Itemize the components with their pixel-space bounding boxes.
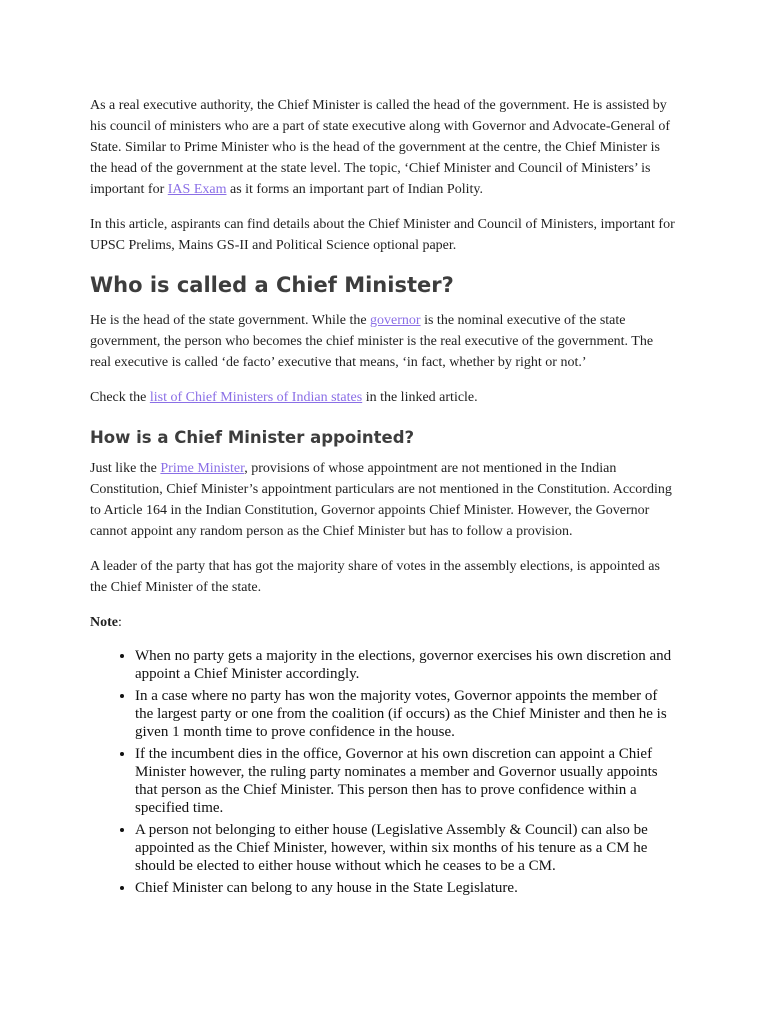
list-item: • A person not belonging to either house (Legislative Assembly & Council) can also be appointed as the Chief Minister, however, within six months of his tenure as a CM he should be elected to either house without which he ceases to be a CM. [135,821,676,875]
section1-heading: Who is called a Chief Minister? [90,273,454,297]
definition-text-a: He is the head of the state government. While the [90,313,371,328]
chief-ministers-list-link[interactable]: list of Chief Ministers of Indian states [149,390,363,405]
note-label: Note [90,615,118,630]
check-list-paragraph [90,387,676,408]
list-item: • Chief Minister can belong to any house in the State Legislature. [135,879,676,897]
section1-heading-wrap [90,270,676,300]
list-item: • If the incumbent dies in the office, Governor at his own discretion can appoint a Chief Minister however, the ruling party nominates a member and Governor usually appoints that person as the Chief Minister. This person then has to prove confidence within a specified time. [135,745,676,817]
list-item: • When no party gets a majority in the elections, governor exercises his own discretion and appoint a Chief Minister accordingly. [135,647,676,683]
intro-text-b: as it forms an important part of Indian Polity. [226,182,483,197]
note-colon: : [118,615,122,630]
check-text-a: Check the [90,390,150,405]
appointment-text-b: , provisions of whose appointment are not mentioned in the Indian Constitution, Chief Minister’s appointment particulars are not mentioned in the Constitution. According to Article 164 in the Indian Constitution, Governor appoints Chief Minister. However, the Governor cannot appoint any random person as the Chief Minister but has to follow a provision. [90,461,672,539]
intro-paragraph-1 [90,95,676,200]
definition-paragraph [90,310,676,373]
appointment-text-a: Just like the [90,461,161,476]
intro-paragraph-2: In this article, aspirants can find details about the Chief Minister and Council of Ministers, important for UPSC Prelims, Mains GS-II and Political Science optional paper. [90,217,675,253]
ias-exam-link[interactable]: IAS Exam [167,182,227,197]
prime-minister-link[interactable]: Prime Minister [160,461,245,476]
governor-link[interactable]: governor [370,313,421,328]
check-text-b: in the linked article. [362,390,478,405]
note-bullet-list [90,647,676,897]
article-body [90,95,676,901]
appointment-paragraph [90,458,676,542]
note-paragraph [90,612,676,633]
leader-paragraph: A leader of the party that has got the majority share of votes in the assembly elections, is appointed as the Chief Minister of the state. [90,559,660,595]
list-item: • In a case where no party has won the majority votes, Governor appoints the member of the largest party or one from the coalition (if occurs) as the Chief Minister and then he is given 1 month time to prove confidence in the house. [135,687,676,741]
section2-heading: How is a Chief Minister appointed? [90,428,415,447]
section2-heading-wrap [90,426,676,450]
definition-text-b: is the nominal executive of the state government, the person who becomes the chief minister is the real executive of the government. The real executive is called ‘de facto’ executive that means, ‘in fact, whether by right or not.’ [90,313,654,370]
intro-text-a: As a real executive authority, the Chief Minister is called the head of the government. He is assisted by his council of ministers who are a part of state executive along with Governor and Advocate-General of State. Similar to Prime Minister who is the head of the government at the centre, the Chief Minister is the head of the government at the state level. The topic, ‘Chief Minister and Council of Ministers’ is important for [90,98,671,197]
